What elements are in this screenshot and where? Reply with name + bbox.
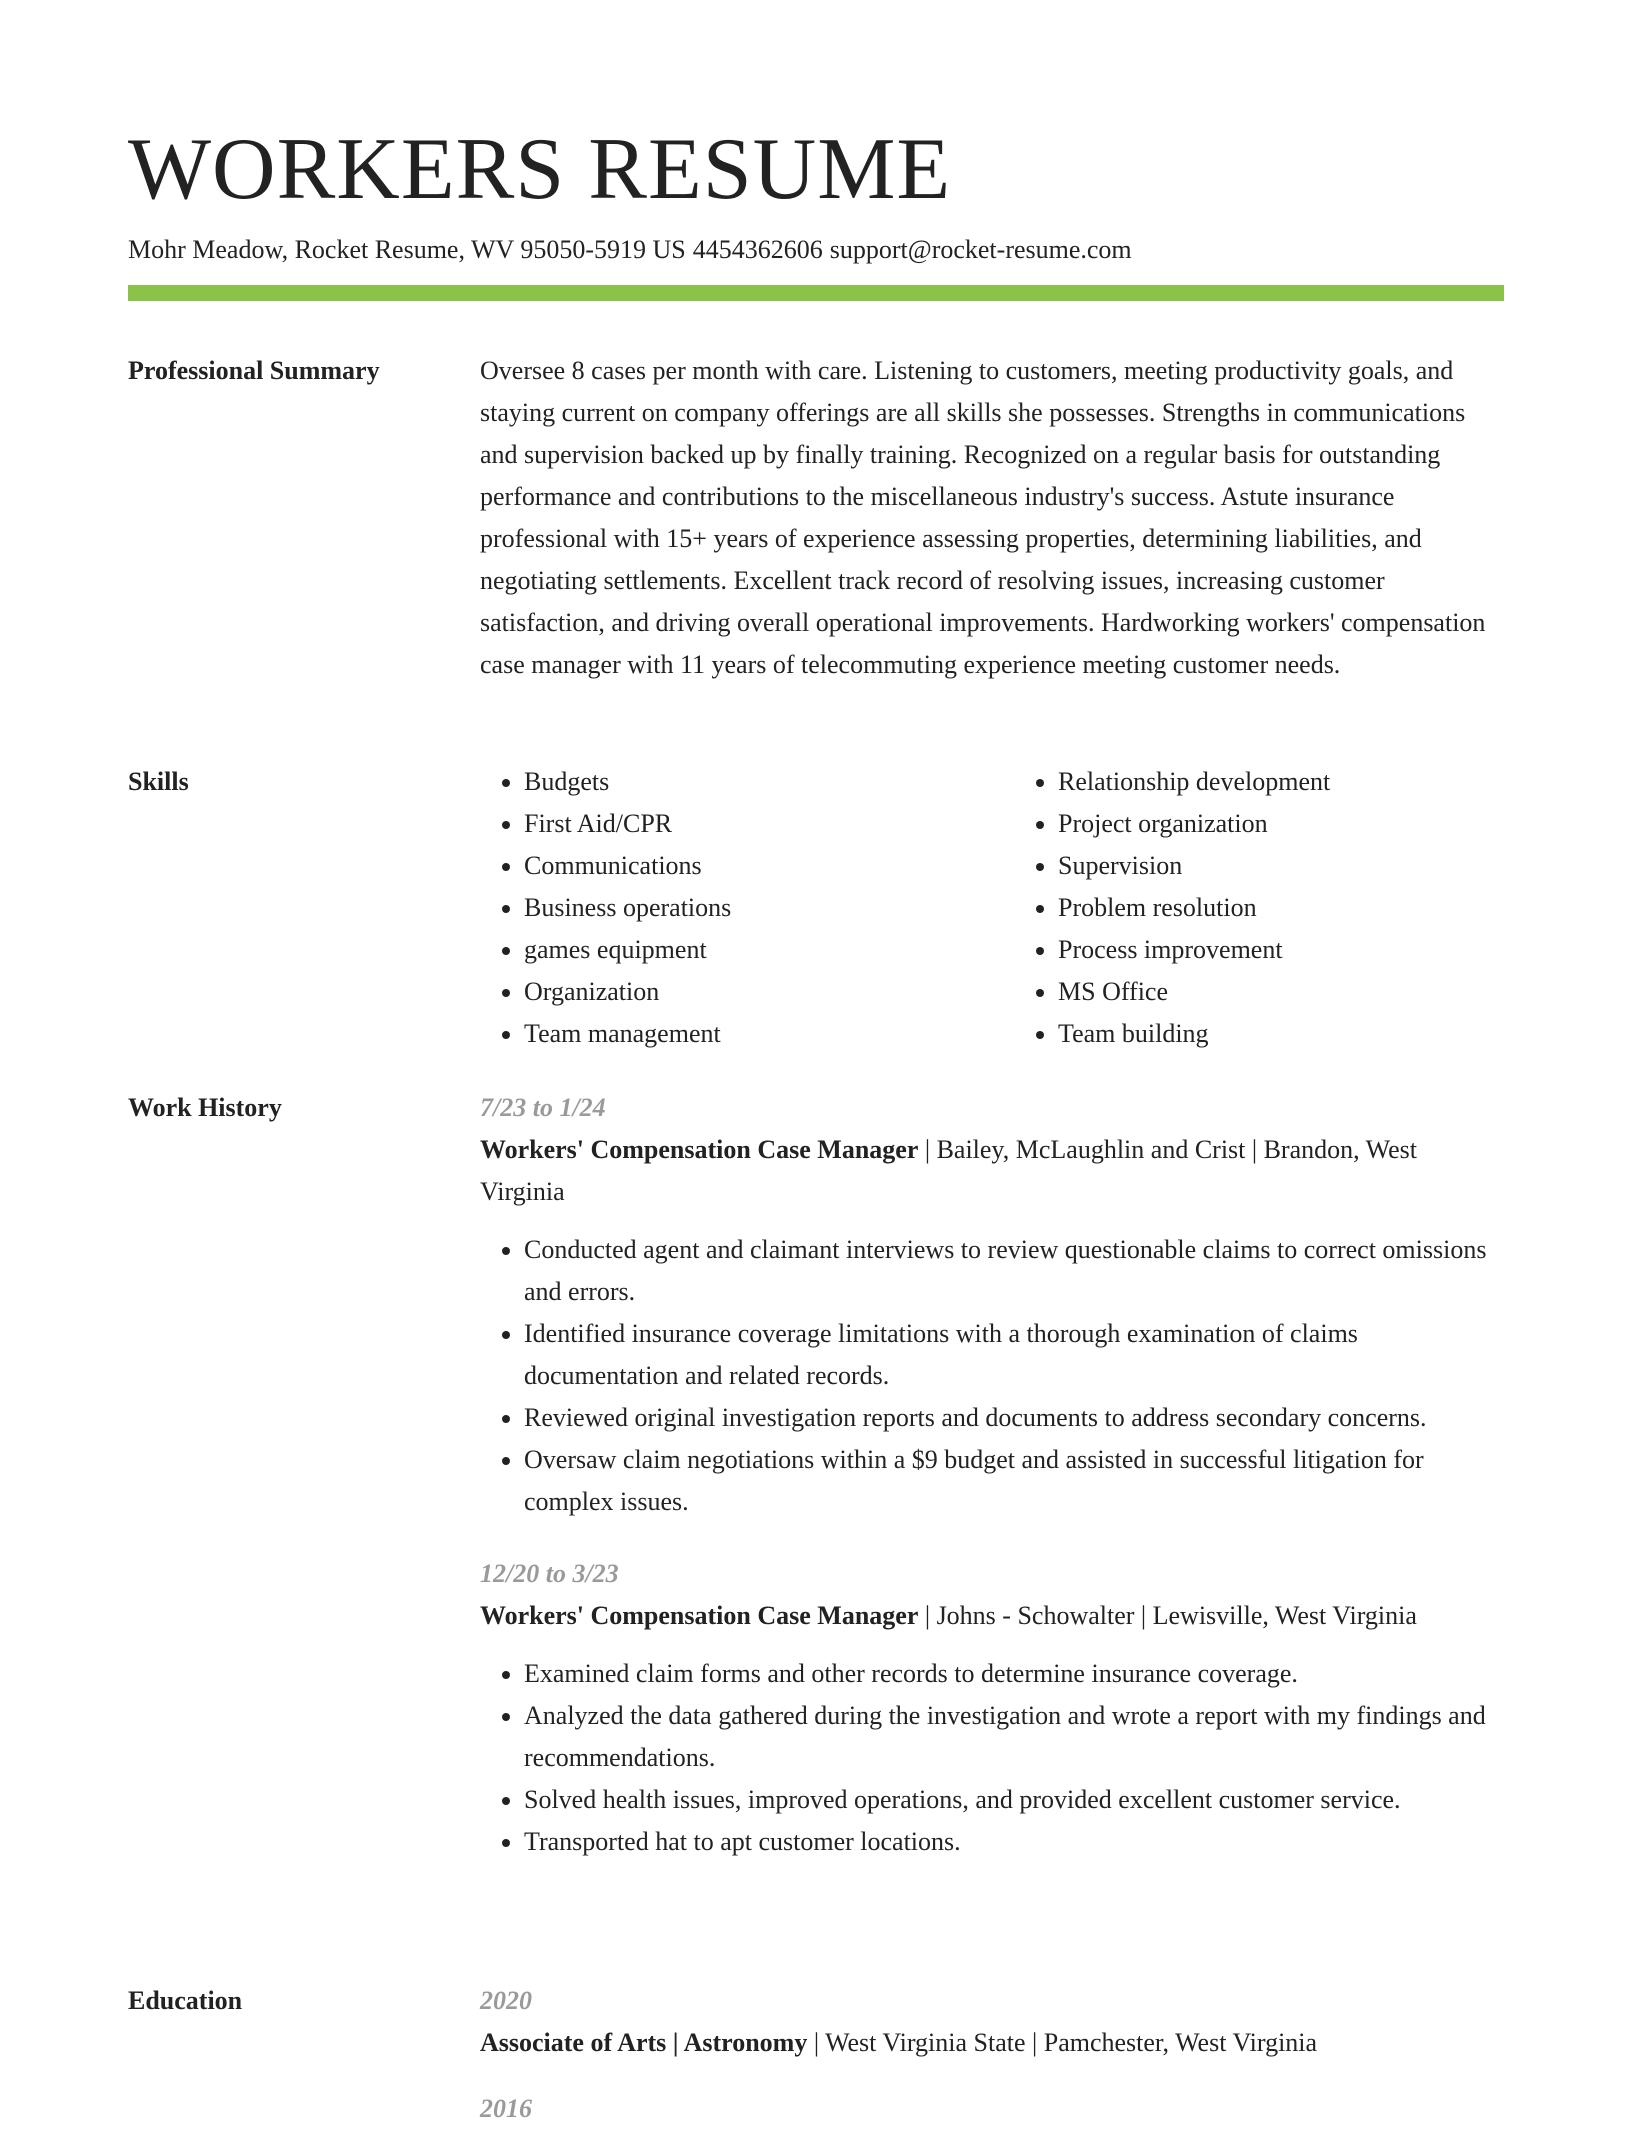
- job-heading: [480, 1595, 1504, 1637]
- job-bullet: • Solved health issues, improved operations, and provided excellent customer service.: [524, 1779, 1504, 1821]
- job-bullets: [480, 1229, 1504, 1523]
- skill-item: • games equipment: [524, 929, 970, 971]
- education-year: 2016: [480, 2094, 532, 2123]
- skill-item: • Organization: [524, 971, 970, 1013]
- job-bullet: • Reviewed original investigation reports and documents to address secondary concerns.: [524, 1397, 1504, 1439]
- summary-body: [480, 350, 1504, 686]
- job-dates: 12/20 to 3/23: [480, 1559, 619, 1588]
- job-bullet: • Examined claim forms and other records to determine insurance coverage.: [524, 1653, 1504, 1695]
- education-degree: Associate of Arts | Astronomy: [480, 2028, 808, 2057]
- header-accent-rule: [128, 285, 1504, 301]
- skill-item: • Budgets: [524, 761, 970, 803]
- contact-address: Mohr Meadow, Rocket Resume, WV 95050-5919 US: [128, 235, 686, 264]
- skill-item: • Team management: [524, 1013, 970, 1055]
- section-title-summary: Professional Summary: [128, 356, 380, 385]
- skill-item: • Process improvement: [1058, 929, 1504, 971]
- contact-phone: 4454362606: [692, 235, 823, 264]
- skills-column-right: [1014, 761, 1504, 1055]
- education-entry: [480, 1980, 1504, 2064]
- job-title: Workers' Compensation Case Manager: [480, 1601, 919, 1630]
- job-title: Workers' Compensation Case Manager: [480, 1135, 919, 1164]
- job-heading: [480, 1129, 1504, 1213]
- job-bullet: • Transported hat to apt customer locations.: [524, 1821, 1504, 1863]
- work-history-body: [480, 1087, 1504, 1863]
- job-bullet: • Identified insurance coverage limitations with a thorough examination of claims documentation and related records.: [524, 1313, 1504, 1397]
- education-school-location: | West Virginia State | Pamchester, West Virginia: [807, 2028, 1318, 2057]
- job-bullet: • Oversaw claim negotiations within a $9 budget and assisted in successful litigation for complex issues.: [524, 1439, 1504, 1523]
- skill-item: • Team building: [1058, 1013, 1504, 1055]
- job-bullet: • Analyzed the data gathered during the investigation and wrote a report with my findings and recommendations.: [524, 1695, 1504, 1779]
- education-entry: [480, 2088, 1504, 2130]
- job-employer-location: | Johns - Schowalter | Lewisville, West Virginia: [918, 1601, 1417, 1630]
- skill-item: • Supervision: [1058, 845, 1504, 887]
- skill-item: • First Aid/CPR: [524, 803, 970, 845]
- contact-email: support@rocket-resume.com: [829, 235, 1132, 264]
- section-title-skills: Skills: [128, 767, 189, 796]
- section-title-education: Education: [128, 1986, 243, 2015]
- education-body: [480, 1980, 1504, 2130]
- job-entry: [480, 1553, 1504, 1863]
- education-year: 2020: [480, 1986, 532, 2015]
- skill-item: • Project organization: [1058, 803, 1504, 845]
- skills-column-left: [480, 761, 970, 1055]
- contact-line: [128, 232, 1504, 268]
- resume-header: [128, 118, 1504, 268]
- job-employer-location: | Bailey, McLaughlin and Crist | Brandon, West Virginia: [480, 1135, 1417, 1206]
- skill-item: • Problem resolution: [1058, 887, 1504, 929]
- job-dates: 7/23 to 1/24: [480, 1093, 606, 1122]
- job-bullets: [480, 1653, 1504, 1863]
- skill-item: • Communications: [524, 845, 970, 887]
- education-heading: [480, 2022, 1504, 2064]
- section-title-work-history: Work History: [128, 1093, 282, 1122]
- job-bullet: • Conducted agent and claimant interviews to review questionable claims to correct omissions and errors.: [524, 1229, 1504, 1313]
- skill-item: • Business operations: [524, 887, 970, 929]
- skill-item: • Relationship development: [1058, 761, 1504, 803]
- skill-item: • MS Office: [1058, 971, 1504, 1013]
- candidate-name: WORKERS RESUME: [128, 121, 952, 218]
- job-entry: [480, 1087, 1504, 1523]
- skills-list: [480, 761, 1504, 1055]
- summary-text: Oversee 8 cases per month with care. Listening to customers, meeting productivity goals, and staying current on company offerings are all skills she possesses. Strengths in communications and supervision backed up by finally training. Recognized on a regular basis for outstanding performance and contributions to the miscellaneous industry's success. Astute insurance professional with 15+ years of experience assessing properties, determining liabilities, and negotiating settlements. Excellent track record of resolving issues, increasing customer satisfaction, and driving overall operational improvements. Hardworking workers' compensation case manager with 11 years of telecommuting experience meeting customer needs.: [480, 356, 1486, 679]
